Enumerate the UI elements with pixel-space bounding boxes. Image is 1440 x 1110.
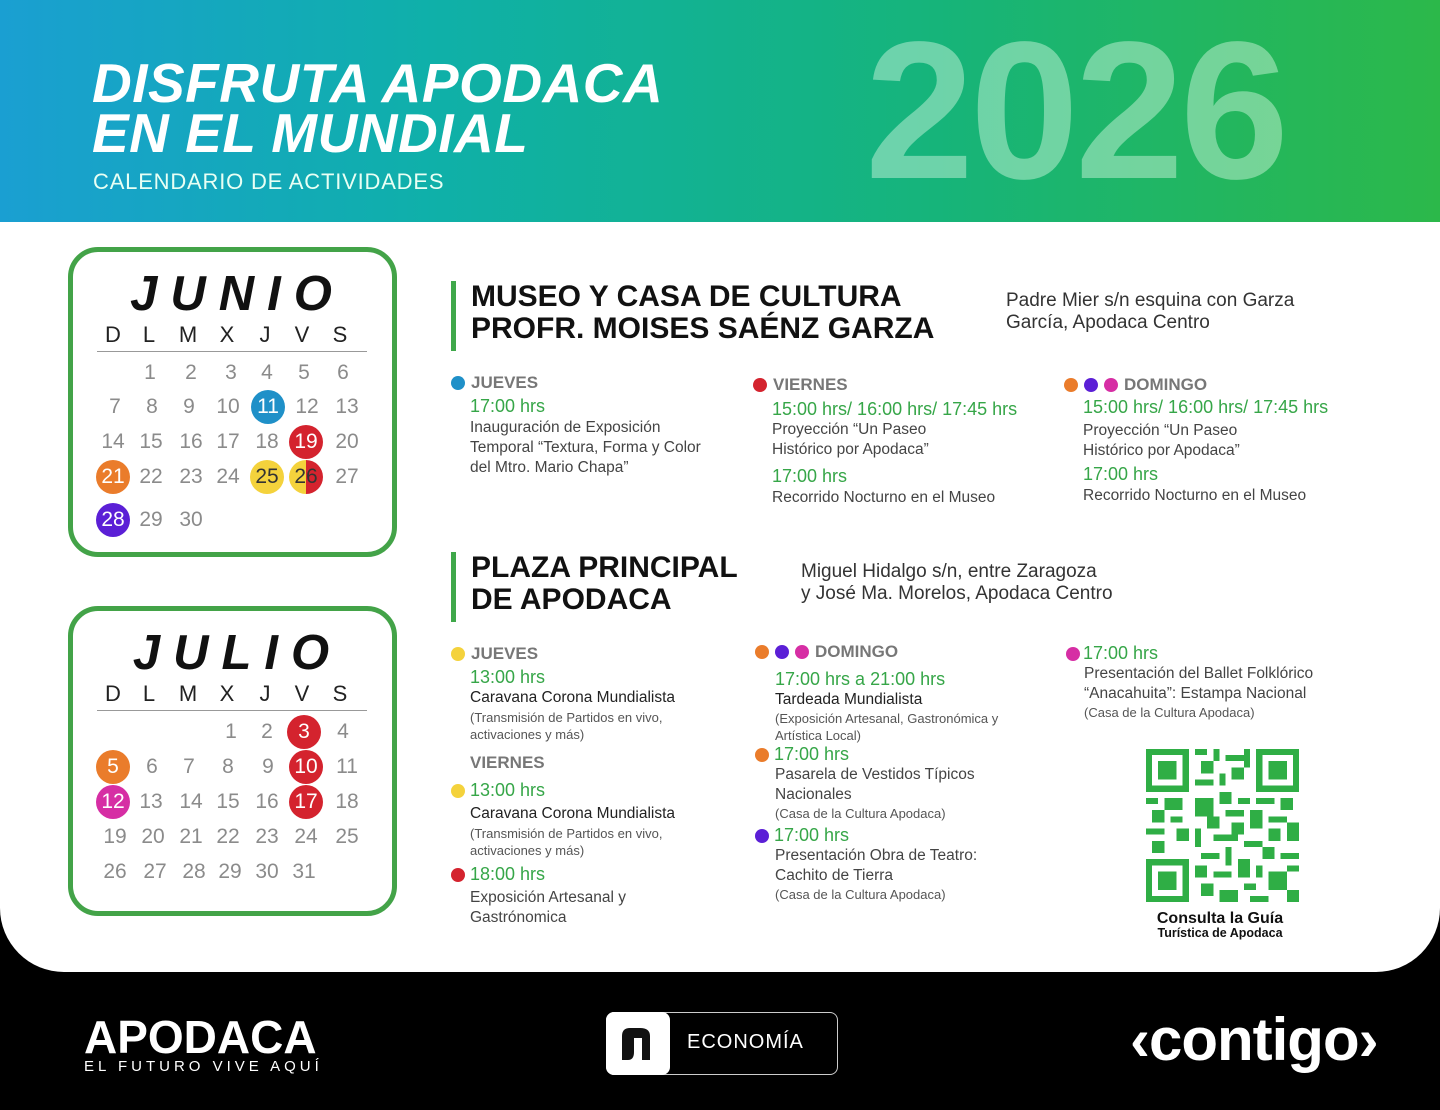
- calendar-day: 26: [103, 860, 127, 883]
- calendar-day: 28: [182, 860, 206, 883]
- qr-caption-line: Consulta la Guía: [1156, 910, 1284, 927]
- calendar-day: 5: [298, 361, 310, 384]
- calendar-day: 19: [103, 825, 127, 848]
- event-time: 18:00 hrs: [470, 864, 546, 884]
- weekday-header: [97, 681, 367, 711]
- event-note: (Casa de la Cultura Apodaca): [775, 887, 946, 902]
- event-text-line: Nacionales: [775, 786, 852, 803]
- calendar-day-highlighted: 10: [289, 750, 323, 784]
- calendar-day: 6: [146, 755, 158, 778]
- calendar-day: 13: [139, 790, 163, 813]
- day-label-text: DOMINGO: [815, 642, 899, 661]
- calendar-day-highlighted: 21: [96, 460, 130, 494]
- event-text-line: Cachito de Tierra: [775, 867, 894, 884]
- event-time: 13:00 hrs: [470, 667, 546, 687]
- calendar-day: 23: [255, 825, 279, 848]
- event-note: [470, 825, 662, 859]
- venue-title-museo: [451, 281, 934, 351]
- calendar-day-highlighted: 25: [250, 460, 284, 494]
- calendar-day: 8: [222, 755, 234, 778]
- calendar-day: 22: [139, 465, 163, 488]
- weekday: S: [332, 681, 348, 706]
- note-line: activaciones y más): [470, 843, 585, 858]
- calendar-day: 17: [216, 430, 240, 453]
- event-text-line: Pasarela de Vestidos Típicos: [775, 766, 975, 783]
- weekday: S: [332, 322, 348, 347]
- calendar-day: 4: [261, 361, 273, 384]
- red-dot-icon: [753, 378, 767, 392]
- event-description: Recorrido Nocturno en el Museo: [1083, 487, 1307, 504]
- calendar-day: 16: [255, 790, 279, 813]
- calendar-day: 24: [216, 465, 240, 488]
- calendar-day: 27: [143, 860, 167, 883]
- event-note: [775, 710, 998, 744]
- qr-caption: [1120, 910, 1320, 940]
- calendar-day: 1: [225, 720, 237, 743]
- economia-label: ECONOMÍA: [687, 1031, 804, 1053]
- weekday: D: [105, 681, 121, 706]
- calendar-day-highlighted: 26: [289, 460, 323, 494]
- calendar-day: 14: [179, 790, 203, 813]
- event-time: 17:00 hrs: [1083, 643, 1159, 663]
- weekday: J: [259, 322, 271, 347]
- calendar-day: 30: [179, 508, 203, 531]
- event-time-row: [755, 825, 849, 846]
- month-name: JULIO: [132, 626, 343, 680]
- calendar-day: 16: [179, 430, 203, 453]
- event-text-line: Exposición Artesanal y: [470, 889, 626, 906]
- calendar-day: 20: [335, 430, 359, 453]
- purple-dot-icon: [1084, 378, 1098, 392]
- calendar-day: 9: [262, 755, 274, 778]
- event-text-line: Proyección “Un Paseo: [772, 421, 927, 438]
- weekday: L: [142, 681, 156, 706]
- calendar-day: 29: [139, 508, 163, 531]
- day-label-text: VIERNES: [773, 375, 848, 394]
- economia-badge: [606, 1012, 838, 1075]
- calendar-day: 6: [337, 361, 349, 384]
- event-time: 17:00 hrs: [774, 744, 850, 764]
- qr-caption-line: Turística de Apodaca: [1157, 926, 1283, 940]
- calendar-day-highlighted: 28: [96, 503, 130, 537]
- calendar-day: 23: [179, 465, 203, 488]
- calendar-day-highlighted: 19: [289, 425, 323, 459]
- day-label-text: DOMINGO: [1124, 375, 1208, 394]
- calendar-day: 8: [146, 395, 158, 418]
- calendar-day-highlighted: 17: [289, 785, 323, 819]
- event-time-row: [755, 744, 849, 765]
- day-label-jueves: [451, 644, 538, 664]
- month-name: JUNIO: [130, 267, 345, 321]
- yellow-dot-icon: [451, 647, 465, 661]
- calendar-day: 1: [144, 361, 156, 384]
- blue-dot-icon: [451, 376, 465, 390]
- weekday: D: [105, 322, 121, 347]
- venue-address-plaza: [801, 561, 1113, 605]
- weekday: L: [142, 322, 156, 347]
- weekday: V: [294, 322, 310, 347]
- calendar-day: 20: [141, 825, 165, 848]
- event-text-line: del Mtro. Mario Chapa”: [470, 459, 629, 476]
- event-description: Caravana Corona Mundialista: [470, 689, 676, 706]
- calendar-day: 25: [335, 825, 359, 848]
- calendar-day: 14: [101, 430, 125, 453]
- page-title: [92, 52, 664, 164]
- event-description: [775, 846, 977, 886]
- event-time: 17:00 hrs: [1083, 464, 1159, 484]
- event-time: 13:00 hrs: [470, 780, 546, 800]
- purple-dot-icon: [775, 645, 789, 659]
- event-description: [1083, 421, 1240, 461]
- weekday: M: [178, 681, 198, 706]
- calendar-day: 13: [335, 395, 359, 418]
- note-line: (Exposición Artesanal, Gastronómica y: [775, 711, 999, 726]
- weekday: M: [178, 322, 198, 347]
- day-label-text: JUEVES: [471, 644, 539, 663]
- venue-title-line: MUSEO Y CASA DE CULTURA: [471, 280, 902, 313]
- event-text-line: Inauguración de Exposición: [470, 419, 661, 436]
- venue-title-line: PROFR. MOISES SAÉNZ GARZA: [471, 312, 935, 345]
- calendar-day: 7: [183, 755, 195, 778]
- calendar-day: 29: [218, 860, 242, 883]
- event-description: Recorrido Nocturno en el Museo: [772, 489, 996, 506]
- address-line: Miguel Hidalgo s/n, entre Zaragoza: [801, 561, 1097, 582]
- note-line: (Transmisión de Partidos en vivo,: [470, 826, 663, 841]
- calendar-day-highlighted: 3: [287, 715, 321, 749]
- event-text-line: Presentación del Ballet Folklórico: [1084, 665, 1314, 682]
- qr-code-icon[interactable]: [1146, 749, 1299, 902]
- event-time: 17:00 hrs: [774, 825, 850, 845]
- day-label-domingo: [755, 642, 898, 662]
- event-description: [470, 418, 701, 478]
- calendar-day: 11: [336, 755, 358, 778]
- page-subtitle: CALENDARIO DE ACTIVIDADES: [93, 169, 445, 194]
- event-description: [1084, 664, 1313, 704]
- event-time: 15:00 hrs/ 16:00 hrs/ 17:45 hrs: [1083, 397, 1329, 417]
- magenta-dot-icon: [1104, 378, 1118, 392]
- venue-title-plaza: [451, 552, 738, 622]
- orange-dot-icon: [1064, 378, 1078, 392]
- calendar-day: 27: [335, 465, 359, 488]
- calendar-day-highlighted: 11: [251, 390, 285, 424]
- calendar-day: 2: [261, 720, 273, 743]
- calendar-day: 18: [255, 430, 279, 453]
- day-label-viernes: [470, 753, 545, 773]
- calendar-day: 4: [337, 720, 349, 743]
- calendar-june: [68, 247, 397, 557]
- orange-dot-icon: [755, 645, 769, 659]
- calendar-day: 21: [179, 825, 203, 848]
- event-text-line: Presentación Obra de Teatro:: [775, 847, 978, 864]
- calendar-day: 10: [216, 395, 240, 418]
- event-note: (Casa de la Cultura Apodaca): [1084, 705, 1255, 720]
- weekday-header: [97, 322, 367, 352]
- note-line: Artística Local): [775, 728, 861, 743]
- weekday: V: [294, 681, 310, 706]
- day-label-viernes: [753, 375, 848, 395]
- event-note: (Casa de la Cultura Apodaca): [775, 806, 946, 821]
- apodaca-tagline: EL FUTURO VIVE AQUÍ: [84, 1058, 323, 1075]
- calendar-day-highlighted: 12: [96, 785, 130, 819]
- venue-title-line: DE APODACA: [471, 583, 672, 616]
- economia-logo-icon: [606, 1012, 670, 1075]
- header-banner: [0, 0, 1440, 222]
- orange-dot-icon: [755, 748, 769, 762]
- calendar-day-highlighted: 5: [96, 750, 130, 784]
- weekday: J: [259, 681, 271, 706]
- address-line: Padre Mier s/n esquina con Garza: [1006, 290, 1295, 311]
- event-description: [772, 420, 929, 460]
- contigo-logo: ‹contigo›: [1130, 1006, 1378, 1073]
- event-description: Caravana Corona Mundialista: [470, 805, 676, 822]
- event-text-line: Temporal “Textura, Forma y Color: [470, 439, 701, 456]
- calendar-day: 2: [185, 361, 197, 384]
- day-label-jueves: [451, 373, 538, 393]
- event-description: [775, 765, 975, 805]
- weekday: X: [219, 322, 235, 347]
- calendar-day: 30: [255, 860, 279, 883]
- yellow-dot-icon: [451, 784, 465, 798]
- calendar-day: 18: [335, 790, 359, 813]
- calendar-day: 22: [216, 825, 240, 848]
- calendar-day: 9: [183, 395, 195, 418]
- red-dot-icon: [451, 868, 465, 882]
- event-time-row: [451, 780, 545, 801]
- event-text-line: “Anacahuita”: Estampa Nacional: [1084, 685, 1307, 702]
- event-text-line: Histórico por Apodaca”: [1083, 442, 1240, 459]
- event-time: 17:00 hrs: [772, 466, 848, 486]
- day-label-domingo: [1064, 375, 1207, 395]
- venue-address-museo: [1006, 290, 1294, 334]
- event-time: 17:00 hrs: [470, 396, 546, 416]
- event-time-row: [1066, 643, 1158, 664]
- year-label: 2026: [865, 1, 1286, 220]
- magenta-dot-icon: [795, 645, 809, 659]
- event-text-line: Proyección “Un Paseo: [1083, 422, 1238, 439]
- apodaca-logo: APODACA: [84, 1011, 317, 1063]
- event-text-line: Gastrónomica: [470, 909, 567, 926]
- calendar-day: 7: [109, 395, 121, 418]
- event-text-line: Histórico por Apodaca”: [772, 441, 929, 458]
- calendar-day: 31: [292, 860, 316, 883]
- weekday: X: [219, 681, 235, 706]
- event-time-row: [451, 864, 545, 885]
- calendar-july: [68, 606, 397, 916]
- calendar-day: 15: [139, 430, 163, 453]
- calendar-day: 3: [225, 361, 237, 384]
- title-line-1: DISFRUTA APODACA: [92, 52, 664, 114]
- venue-title-line: PLAZA PRINCIPAL: [471, 551, 738, 584]
- magenta-dot-icon: [1066, 647, 1080, 661]
- address-line: García, Apodaca Centro: [1006, 312, 1210, 333]
- day-label-text: JUEVES: [471, 373, 539, 392]
- event-time: 15:00 hrs/ 16:00 hrs/ 17:45 hrs: [772, 399, 1018, 419]
- calendar-day: 24: [294, 825, 318, 848]
- calendar-day: 12: [295, 395, 319, 418]
- event-description: [470, 888, 626, 928]
- calendar-day: 15: [216, 790, 240, 813]
- note-line: activaciones y más): [470, 727, 585, 742]
- event-description: Tardeada Mundialista: [775, 691, 923, 708]
- address-line: y José Ma. Morelos, Apodaca Centro: [801, 583, 1113, 604]
- event-note: [470, 709, 662, 743]
- event-time: 17:00 hrs a 21:00 hrs: [775, 669, 946, 689]
- purple-dot-icon: [755, 829, 769, 843]
- day-label-text: VIERNES: [470, 753, 545, 772]
- title-line-2: EN EL MUNDIAL: [92, 102, 529, 164]
- note-line: (Transmisión de Partidos en vivo,: [470, 710, 663, 725]
